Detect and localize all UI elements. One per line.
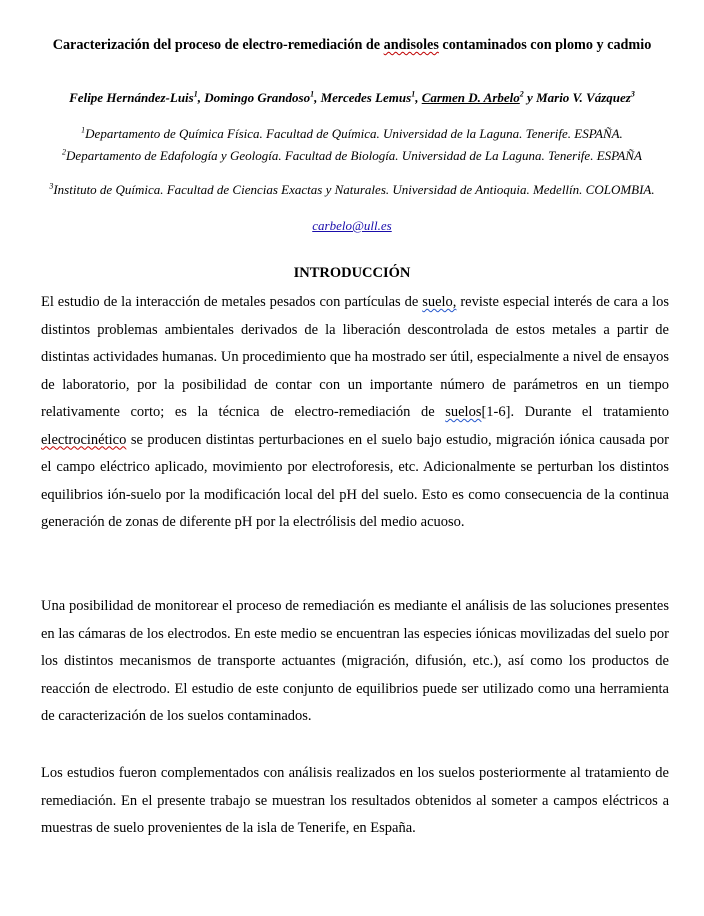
spellcheck-mark: electrocinético <box>41 431 127 448</box>
title-text-end: contaminados con plomo y cadmio <box>438 37 652 53</box>
paper-title <box>30 36 674 54</box>
paragraph-2: Una posibilidad de monitorear el proceso de remediación es mediante el análisis de las soluciones presentes en las cámaras de los electrodos. En este medio se encuentran las especies iónicas movilizadas del suelo por los distintos mecanismos de transporte actuantes (migración, difusión, etc.), así como los productos de reacción de electrodo. El estudio de este conjunto de equilibrios puede ser utilizado como una herramienta de caracterización de los suelos contaminados. <box>41 598 669 724</box>
author: Domingo Grandoso$^1$, <box>204 89 321 105</box>
paragraph-3: Los estudios fueron complementados con análisis realizados en los suelos posteriormente al tratamiento de remediación. En el presente trabajo se muestran los resultados obtenidos al someter a campos eléctricos a muestras de suelo provenientes de la isla de Tenerife, en España. <box>41 765 669 836</box>
author-list <box>60 90 644 106</box>
author: Felipe Hernández-Luis$^1$, <box>69 89 205 105</box>
contact-email-row <box>30 218 674 234</box>
title-spellcheck-word: andisoles <box>383 37 439 53</box>
contact-email-link[interactable]: carbelo@ull.es <box>312 218 392 233</box>
grammar-mark: suelo, <box>422 294 457 310</box>
author: Carmen D. Arbelo$^2$ y <box>421 89 537 105</box>
affiliation-1: $^1$Departamento de Química Física. Facultad de Química. Universidad de la Laguna. Tenerife. ESPAÑA. <box>81 125 623 141</box>
affiliation-2: $^2$Departamento de Edafología y Geología. Facultad de Biología. Universidad de La Laguna. Tenerife. ESPAÑA <box>62 147 642 163</box>
grammar-mark: suelos <box>445 404 482 420</box>
author: Mercedes Lemus$^1$, <box>320 89 422 105</box>
section-heading: INTRODUCCIÓN <box>293 265 411 281</box>
title-text: Caracterización del proceso de electro-remediación de <box>52 37 384 53</box>
paragraph-1: El estudio de la interacción de metales pesados con partículas de suelo, reviste especial interés de cara a los distintos problemas ambientales derivados de la liberación descontrolada de estos metales a partir de distintas actividades humanas. Un procedimiento que ha mostrado ser útil, especialmente a nivel de ensayos de laboratorio, por la posibilidad de contar con un importante número de parámetros en un tiempo relativamente corto; es la técnica de electro-remediación de suelos[1-6]. Durante el tratamiento electrocinético se producen distintas perturbaciones en el suelo bajo estudio, migración iónica causada por el campo eléctrico aplicado, movimiento por electroforesis, etc. Adicionalmente se perturban los distintos equilibrios ión-suelo por la modificación local del pH del suelo. Esto es como consecuencia de la continua generación de zonas de diferente pH por la electrólisis del medio acuoso. <box>41 294 669 530</box>
affiliation-3: $^3$Instituto de Química. Facultad de Ciencias Exactas y Naturales. Universidad de Antioquia. Medellín. COLOMBIA. <box>49 181 655 197</box>
author: Mario V. Vázquez$^3$ <box>536 89 635 105</box>
